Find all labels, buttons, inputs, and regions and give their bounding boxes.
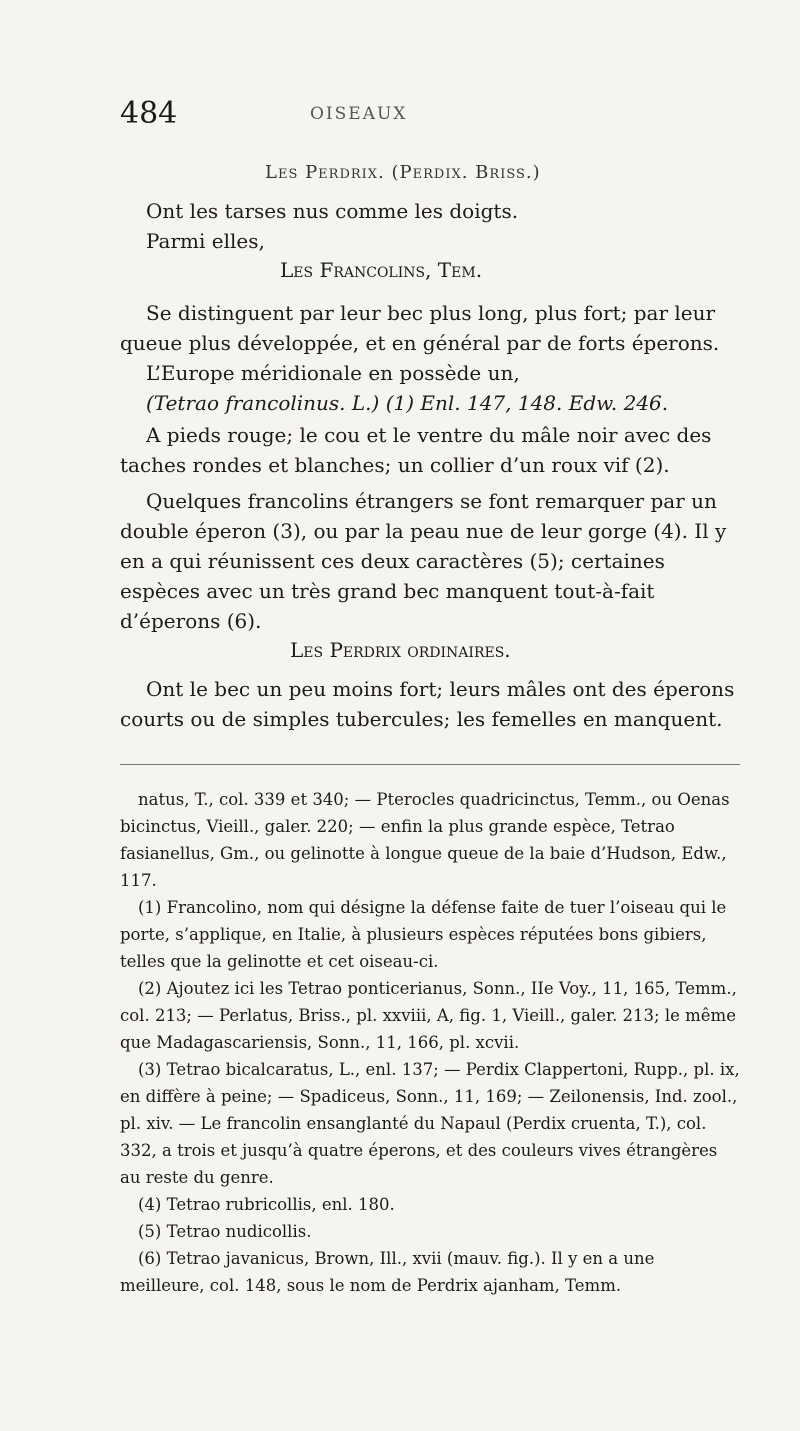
footnote-2: (2) Ajoutez ici les Tetrao ponticerianus, Sonn., IIe Voy., 11, 165, Temm., col. 213; — Perlatus, Briss., pl. xxviii, A, fig. 1, Vieill., galer. 213; le même que Madagascariensis, Sonn., 11, 166, pl. xcvii. [120, 979, 737, 1052]
footnote-6: (6) Tetrao javanicus, Brown, Ill., xvii (mauv. fig.). Il y en a une meilleure, col. 148, sous le nom de Perdrix ajanham, Temm. [120, 1249, 655, 1295]
paragraph-francolins-description: Se distinguent par leur bec plus long, plus fort; par leur queue plus développée, et en général par de forts éperons. [120, 301, 720, 355]
paragraph-parmi: Parmi elles, [146, 229, 265, 253]
paragraph-foreign-francolins: Quelques francolins étrangers se font remarquer par un double éperon (3), ou par la peau nue de leur gorge (4). Il y en a qui réunissent ces deux caractères (5); certaines espèces avec un très grand bec manquent tout-à-fait d’éperons (6). [120, 489, 727, 633]
subheading-francolins: Les Francolins, Tem. [280, 258, 483, 282]
running-head: OISEAUX [310, 104, 408, 124]
footnotes [120, 786, 740, 1299]
footnote-3: (3) Tetrao bicalcaratus, L., enl. 137; — Perdix Clappertoni, Rupp., pl. ix, en diffère à peine; — Spadiceus, Sonn., 11, 169; — Zeilonensis, Ind. zool., pl. xiv. — Le francolin ensanglanté du Napaul (Perdix cruenta, T.), col. 332, a trois et jusqu’à quatre éperons, et des couleurs vives étrangères au reste du genre. [120, 1060, 740, 1187]
paragraph-tarses: Ont les tarses nus comme les doigts. [146, 199, 519, 223]
species-reference: (Tetrao francolinus. L.) (1) Enl. 147, 148. Edw. 246. [146, 391, 669, 415]
footnote-divider [120, 764, 740, 765]
page-number: 484 [120, 96, 178, 131]
subheading-perdrix-ordinaires: Les Perdrix ordinaires. [290, 638, 511, 662]
paragraph-europe: L’Europe méridionale en possède un, [146, 361, 520, 385]
paragraph-perdrix: Ont le bec un peu moins fort; leurs mâles ont des éperons courts ou de simples tubercules; les femelles en manquent. [120, 677, 735, 731]
footnote-1: (1) Francolino, nom qui désigne la défense faite de tuer l’oiseau qui le porte, s’applique, en Italie, à plusieurs espèces réputées bons gibiers, telles que la gelinotte et cet oiseau-ci. [120, 898, 727, 971]
paragraph-male-description: A pieds rouge; le cou et le ventre du mâle noir avec des taches rondes et blanches; un collier d’un roux vif (2). [120, 423, 712, 477]
footnote-5: (5) Tetrao nudicollis. [138, 1222, 312, 1241]
footnote-continued: natus, T., col. 339 et 340; — Pterocles quadricinctus, Temm., ou Oenas bicinctus, Vieill., galer. 220; — enfin la plus grande espèce, Tetrao fasianellus, Gm., ou gelinotte à longue queue de la baie d’Hudson, Edw., 117. [120, 790, 730, 890]
section-heading: Les Perdrix. (Perdix. Briss.) [265, 162, 541, 183]
footnote-4: (4) Tetrao rubricollis, enl. 180. [138, 1195, 395, 1214]
